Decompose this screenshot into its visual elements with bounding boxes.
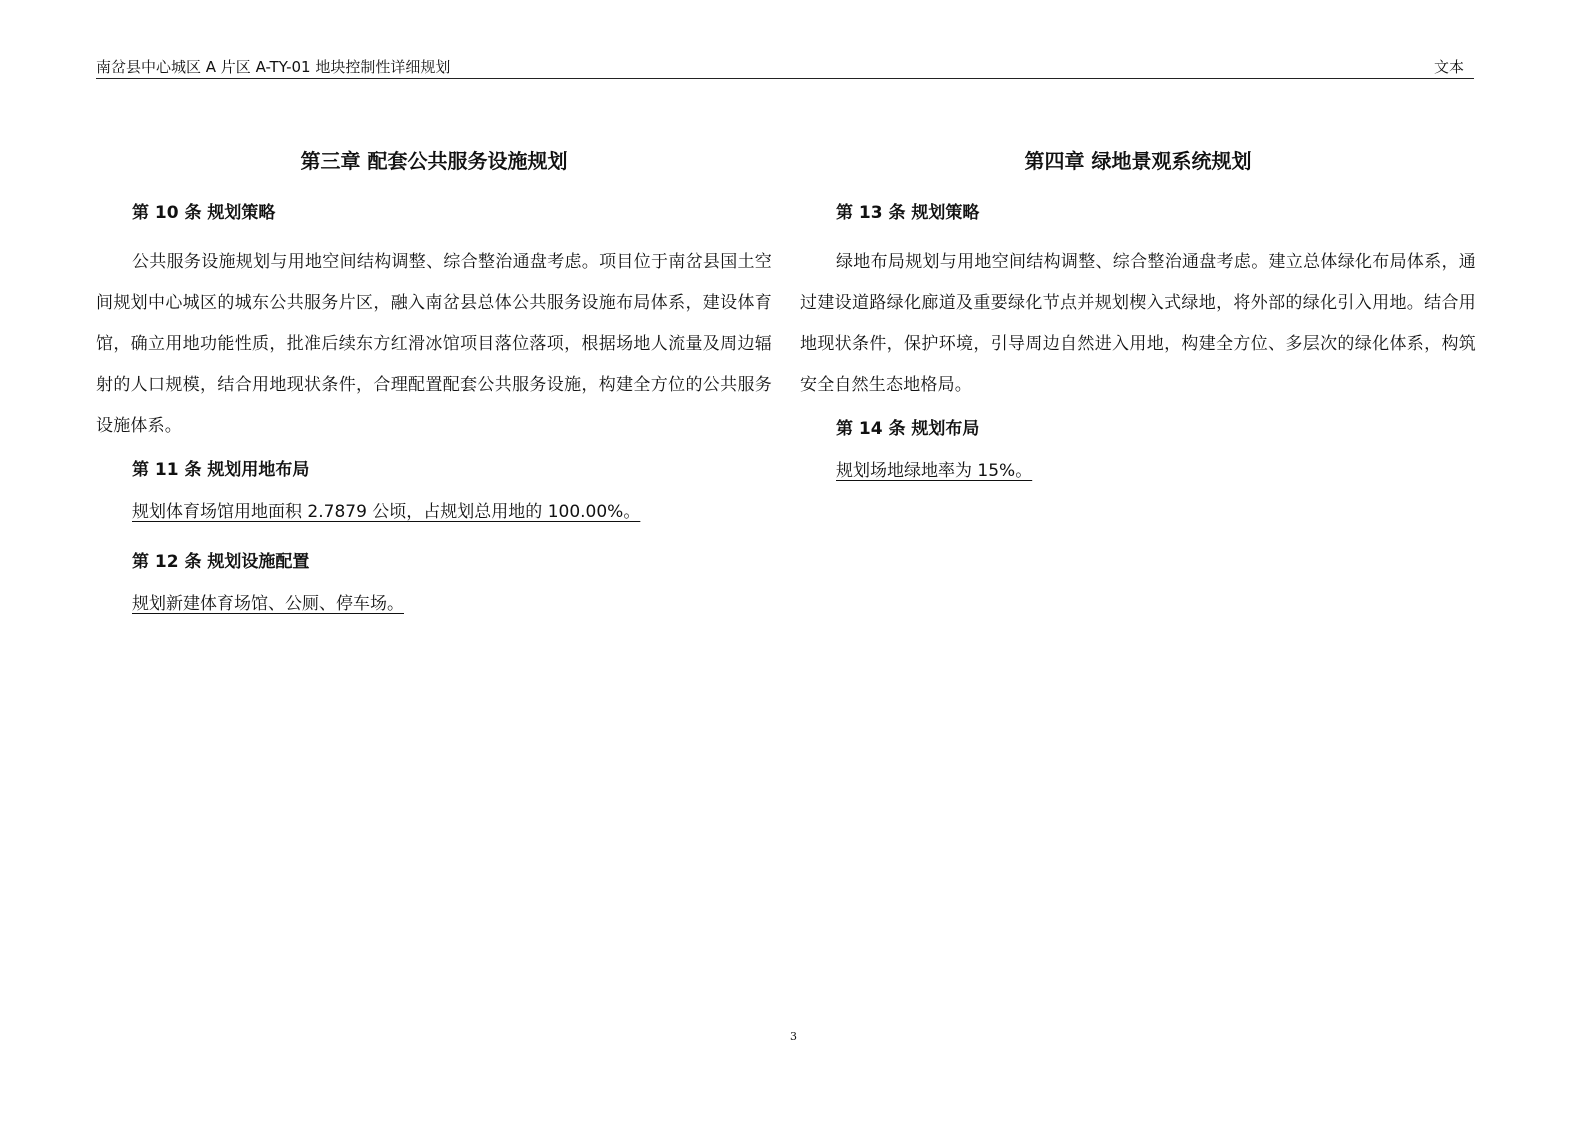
document-title: 南岔县中心城区 A 片区 A-TY-01 地块控制性详细规划 [96,58,451,76]
article-12-heading: 第 12 条 规划设施配置 [132,552,310,572]
article-11-body-wrap [96,499,772,525]
article-14-body-wrap [800,458,1476,484]
left-column [96,140,772,641]
article-11-body: 规划体育场馆用地面积 2.7879 公顷，占规划总用地的 100.00%。 [132,502,641,522]
article-14-heading: 第 14 条 规划布局 [836,419,980,439]
right-column [800,140,1476,508]
article-11-heading: 第 11 条 规划用地布局 [132,460,310,480]
article-14-body: 规划场地绿地率为 15%。 [836,461,1033,481]
page-header [96,56,1474,79]
page-number: 3 [790,1030,797,1043]
article-12-body: 规划新建体育场馆、公厕、停车场。 [132,594,404,614]
article-13-heading: 第 13 条 规划策略 [836,203,980,223]
article-12-body-wrap [96,591,772,617]
chapter-4-title: 第四章 绿地景观系统规划 [1024,149,1252,173]
article-10-heading: 第 10 条 规划策略 [132,203,276,223]
article-10-body: 公共服务设施规划与用地空间结构调整、综合整治通盘考虑。项目位于南岔县国土空间规划中心城区的城东公共服务片区，融入南岔县总体公共服务设施布局体系，建设体育馆，确立用地功能性质，批准后续东方红滑冰馆项目落位落项，根据场地人流量及周边辐射的人口规模，结合用地现状条件，合理配置配套公共服务设施，构建全方位的公共服务设施体系。 [96,252,772,436]
chapter-3-title: 第三章 配套公共服务设施规划 [300,149,568,173]
article-13-body: 绿地布局规划与用地空间结构调整、综合整治通盘考虑。建立总体绿化布局体系，通过建设道路绿化廊道及重要绿化节点并规划楔入式绿地，将外部的绿化引入用地。结合用地现状条件，保护环境，引导周边自然进入用地，构建全方位、多层次的绿化体系，构筑安全自然生态地格局。 [800,252,1476,395]
document-type-label: 文本 [1433,58,1464,76]
